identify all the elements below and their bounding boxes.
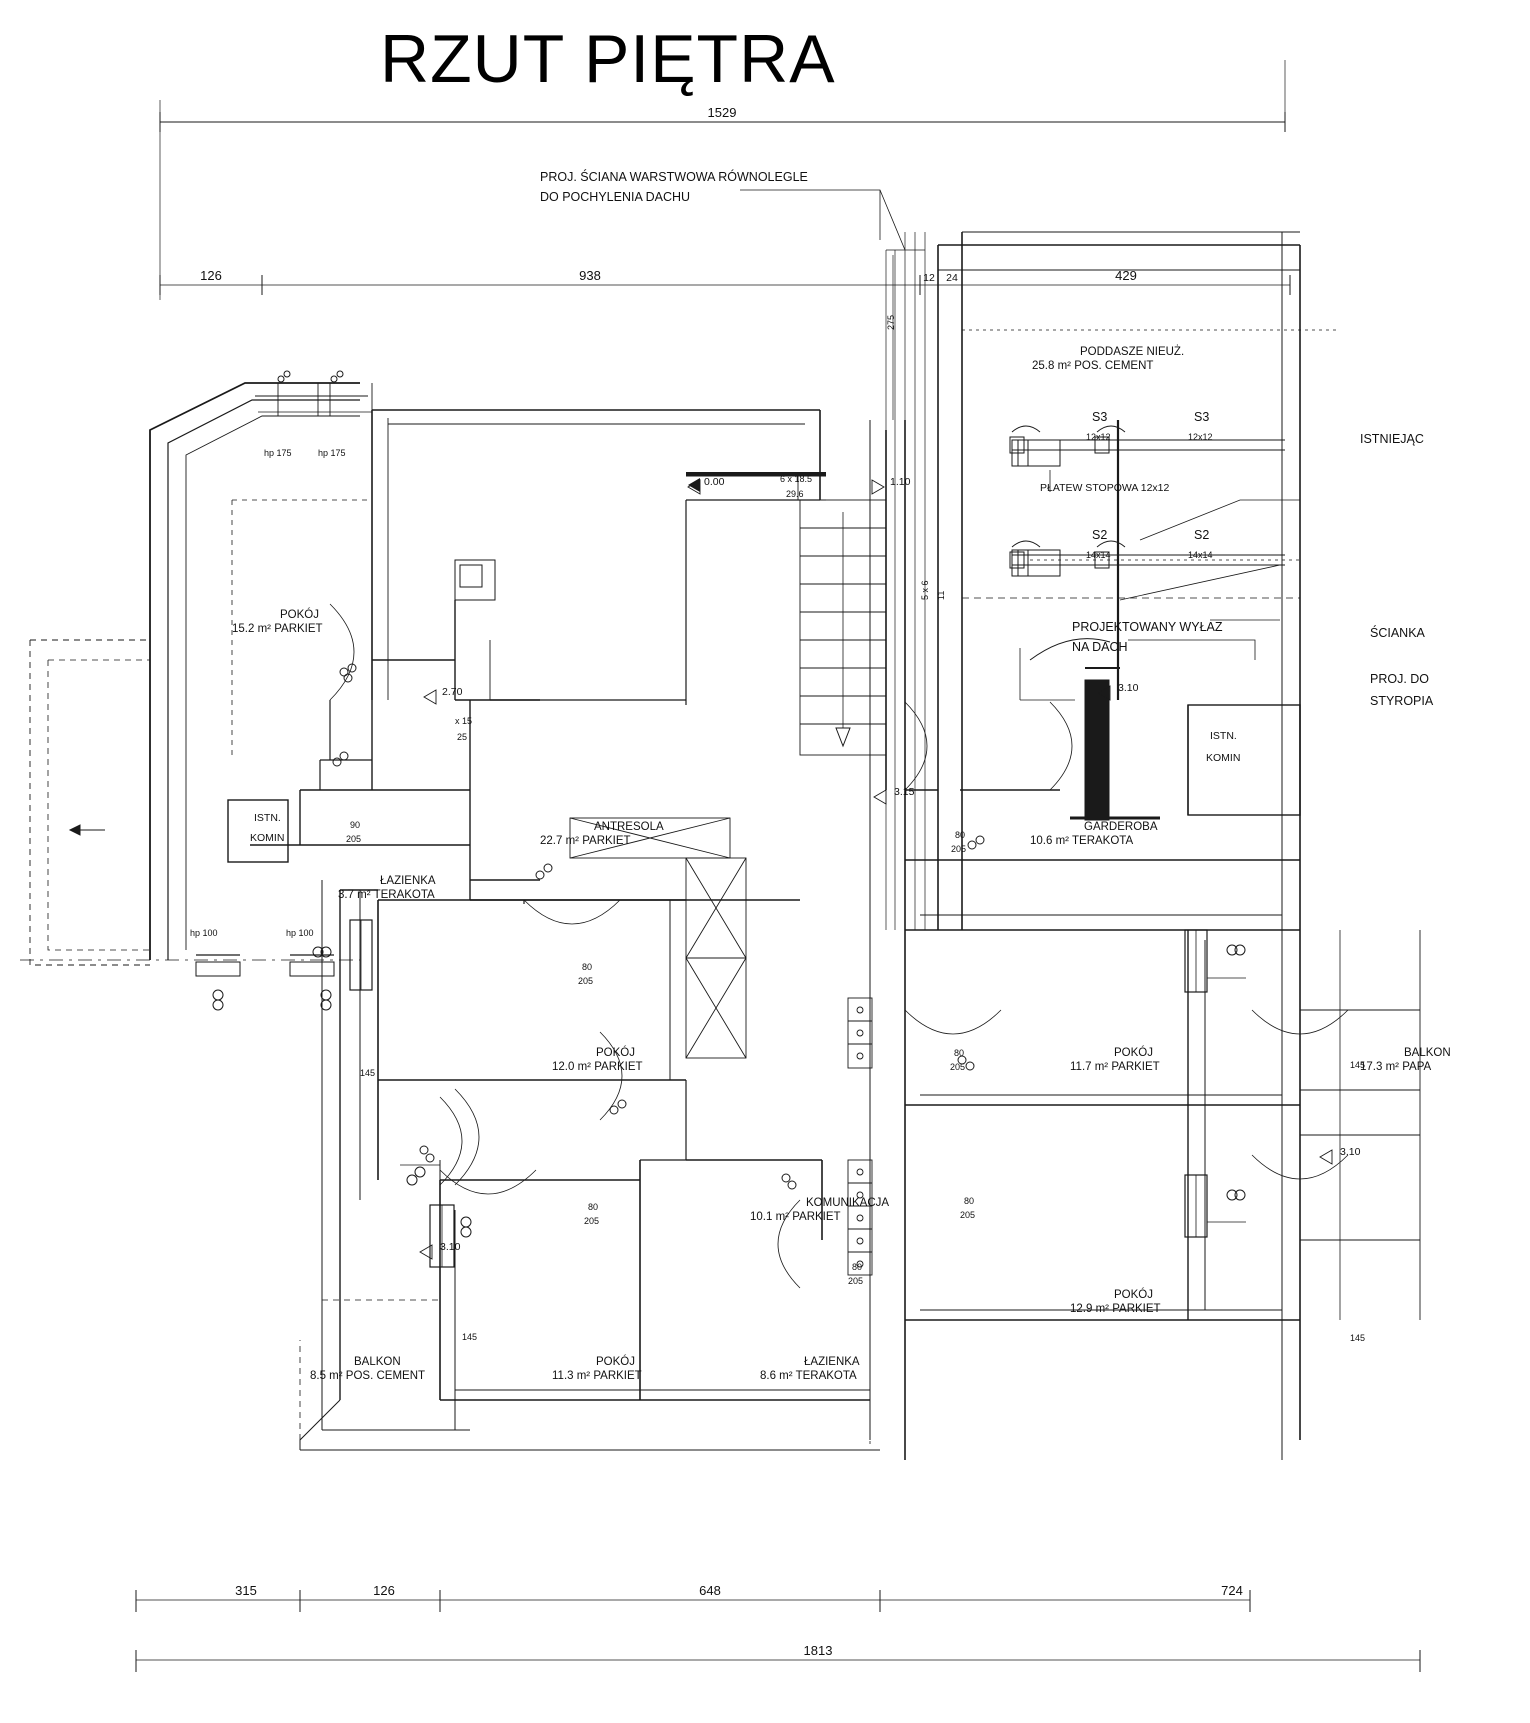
room-poddasze-finish: POS. CEMENT [1074,360,1154,373]
room-lazienka-s-name: ŁAZIENKA [804,1356,860,1368]
room-antresola [540,820,664,849]
chimney-west-line2: KOMIN [250,832,285,844]
room-lazienka-nw [338,874,436,903]
room-lazienka-s [760,1355,860,1384]
win-s-145-tag: 145 [462,1332,478,1342]
dim-bot-126: 126 [373,1583,395,1598]
room-komunikacja [750,1196,889,1225]
door-1-tag: 80 [588,1202,599,1212]
level-marker-310b: 3.10 [1340,1146,1361,1158]
dim-bottom-overall: 1813 [803,1643,833,1658]
level-marker-310c: 3.10 [440,1241,461,1253]
chimney-east-line2: KOMIN [1206,752,1241,764]
door-13-tag: 90 [350,820,361,830]
note-platew: PŁATEW STOPOWA 12x12 [1040,482,1170,494]
dim-bot-648: 648 [699,1583,721,1598]
room-komunikacja-finish: PARKIET [792,1211,841,1224]
door-4-tag: 205 [950,1062,966,1072]
room-pokoj-s-finish: PARKIET [593,1370,642,1383]
stair-run-label-2b: 11 [936,590,946,600]
rafter-s2-left-tag: S2 [1092,528,1108,542]
note-scianka: ŚCIANKA [1370,626,1425,640]
rafter-s3-right-size: 12x12 [1188,432,1213,442]
room-poddasze-area: 25.8 m² [1032,360,1071,373]
note-wylaz-line2: NA DACH [1072,640,1128,654]
level-marker-000: 0.00 [704,476,725,488]
door-10-tag: 205 [848,1276,864,1286]
rafter-s3-left-size: 12x12 [1086,432,1111,442]
note-warstwowa-line1: PROJ. ŚCIANA WARSTWOWA RÓWNOLEGLE [540,170,808,184]
dim-top-12: 12 [923,272,935,284]
door-7-tag: 80 [582,962,593,972]
rafter-s2-left-size: 14x14 [1086,550,1111,560]
note-styropian-line1: PROJ. DO [1370,672,1430,686]
room-balkon-e-area: 17.3 m² [1360,1061,1399,1074]
level-marker-110: 1.10 [890,476,911,488]
room-pokoj-c-name: POKÓJ [596,1047,635,1059]
note-istniejac: ISTNIEJĄC [1360,432,1424,446]
door-9-tag: 80 [852,1262,863,1272]
room-poddasze [1032,345,1184,374]
dim-bot-315: 315 [235,1583,257,1598]
rafter-s2-right-tag: S2 [1194,528,1210,542]
room-pokoj-se-name: POKÓJ [1114,1289,1153,1301]
room-balkon-e [1360,1046,1451,1075]
room-pokoj-ne-finish: PARKIET [1111,1061,1160,1074]
level-marker-270: 2.70 [442,686,463,698]
room-lazienka-nw-area: 3.7 m² [338,889,371,902]
room-pokoj-s-area: 11.3 m² [552,1370,591,1383]
door-14-tag: 205 [346,834,362,844]
note-styropian-line2: STYROPIA [1370,694,1434,708]
room-pokoj-ne-name: POKÓJ [1114,1047,1153,1059]
room-pokoj-nw-name: POKÓJ [280,609,319,621]
room-balkon-e-name: BALKON [1404,1047,1451,1059]
room-pokoj-se-finish: PARKIET [1112,1303,1161,1316]
room-antresola-area: 22.7 m² [540,835,579,848]
door-6-tag: 205 [960,1210,976,1220]
room-pokoj-nw [232,608,323,637]
room-lazienka-s-finish: TERAKOTA [795,1370,857,1383]
room-garderoba [1030,820,1158,849]
room-antresola-name: ANTRESOLA [594,821,664,833]
room-lazienka-s-area: 8.6 m² [760,1370,793,1383]
win-nw-1-tag: hp 175 [264,448,292,458]
room-garderoba-area: 10.6 m² [1030,835,1069,848]
door-5-tag: 80 [964,1196,975,1206]
dim-top-24: 24 [946,272,958,284]
room-pokoj-c [552,1046,643,1075]
room-pokoj-ne [1070,1046,1160,1075]
chimney-east-line1: ISTN. [1210,730,1237,742]
stair-run-label-1b: 29.6 [786,489,804,499]
rafter-s3-left-tag: S3 [1092,410,1108,424]
room-pokoj-s-name: POKÓJ [596,1356,635,1368]
dim-top-938: 938 [579,268,601,283]
room-komunikacja-area: 10.1 m² [750,1211,789,1224]
room-komunikacja-name: KOMUNIKACJA [806,1197,890,1209]
room-pokoj-nw-finish: PARKIET [274,623,323,636]
room-poddasze-name: PODDASZE NIEUŻ. [1080,346,1185,358]
room-balkon-e-finish: PAPA [1402,1061,1432,1074]
dim-top-126: 126 [200,268,222,283]
door-12-tag: 205 [951,844,967,854]
door-8-tag: 205 [578,976,594,986]
note-wylaz-line1: PROJEKTOWANY WYŁAZ [1072,620,1223,634]
door-2-tag: 205 [584,1216,600,1226]
dim-top-overall: 1529 [707,105,737,120]
stair-run-label-2: 5 x 6 [920,580,930,600]
chimney-west-line1: ISTN. [254,812,281,824]
room-pokoj-c-area: 12.0 m² [552,1061,591,1074]
win-door-25-tag: x 15 [455,716,473,726]
room-antresola-finish: PARKIET [582,835,631,848]
room-pokoj-se [1070,1288,1161,1317]
room-pokoj-se-area: 12.9 m² [1070,1303,1109,1316]
dim-top-429: 429 [1115,268,1137,283]
door-3-tag: 80 [954,1048,965,1058]
rafter-s2-right-size: 14x14 [1188,550,1213,560]
note-warstwowa-line2: DO POCHYLENIA DACHU [540,190,691,204]
win-e-145a-tag: 145 [1350,1060,1366,1070]
stair-run-label-1: 6 x 18.5 [780,474,813,484]
win-w-145-tag: 145 [360,1068,376,1078]
win-nw-2-tag: hp 175 [318,448,346,458]
room-pokoj-c-finish: PARKIET [594,1061,643,1074]
win-w-1-tag: hp 100 [190,928,218,938]
win-w-2-tag: hp 100 [286,928,314,938]
room-garderoba-finish: TERAKOTA [1072,835,1134,848]
room-pokoj-nw-area: 15.2 m² [232,623,271,636]
page-title: RZUT PIĘTRA [380,21,836,97]
room-balkon-sw-name: BALKON [354,1356,401,1368]
room-pokoj-s [552,1355,642,1384]
room-balkon-sw-area: 8.5 m² [310,1370,343,1383]
rafter-s3-right-tag: S3 [1194,410,1210,424]
level-marker-315: 3.15 [894,786,915,798]
door-11-tag: 80 [955,830,966,840]
room-garderoba-name: GARDEROBA [1084,821,1158,833]
dim-vert-275: 275 [886,314,896,330]
room-lazienka-nw-finish: TERAKOTA [373,889,435,902]
level-marker-310a: 3.10 [1118,682,1139,694]
room-balkon-sw-finish: POS. CEMENT [345,1370,426,1383]
room-balkon-sw [310,1355,425,1384]
room-lazienka-nw-name: ŁAZIENKA [380,875,436,887]
win-door-25b-tag: 25 [457,732,468,742]
win-e-145b-tag: 145 [1350,1333,1366,1343]
room-pokoj-ne-area: 11.7 m² [1070,1061,1109,1074]
dim-bot-724: 724 [1221,1583,1243,1598]
